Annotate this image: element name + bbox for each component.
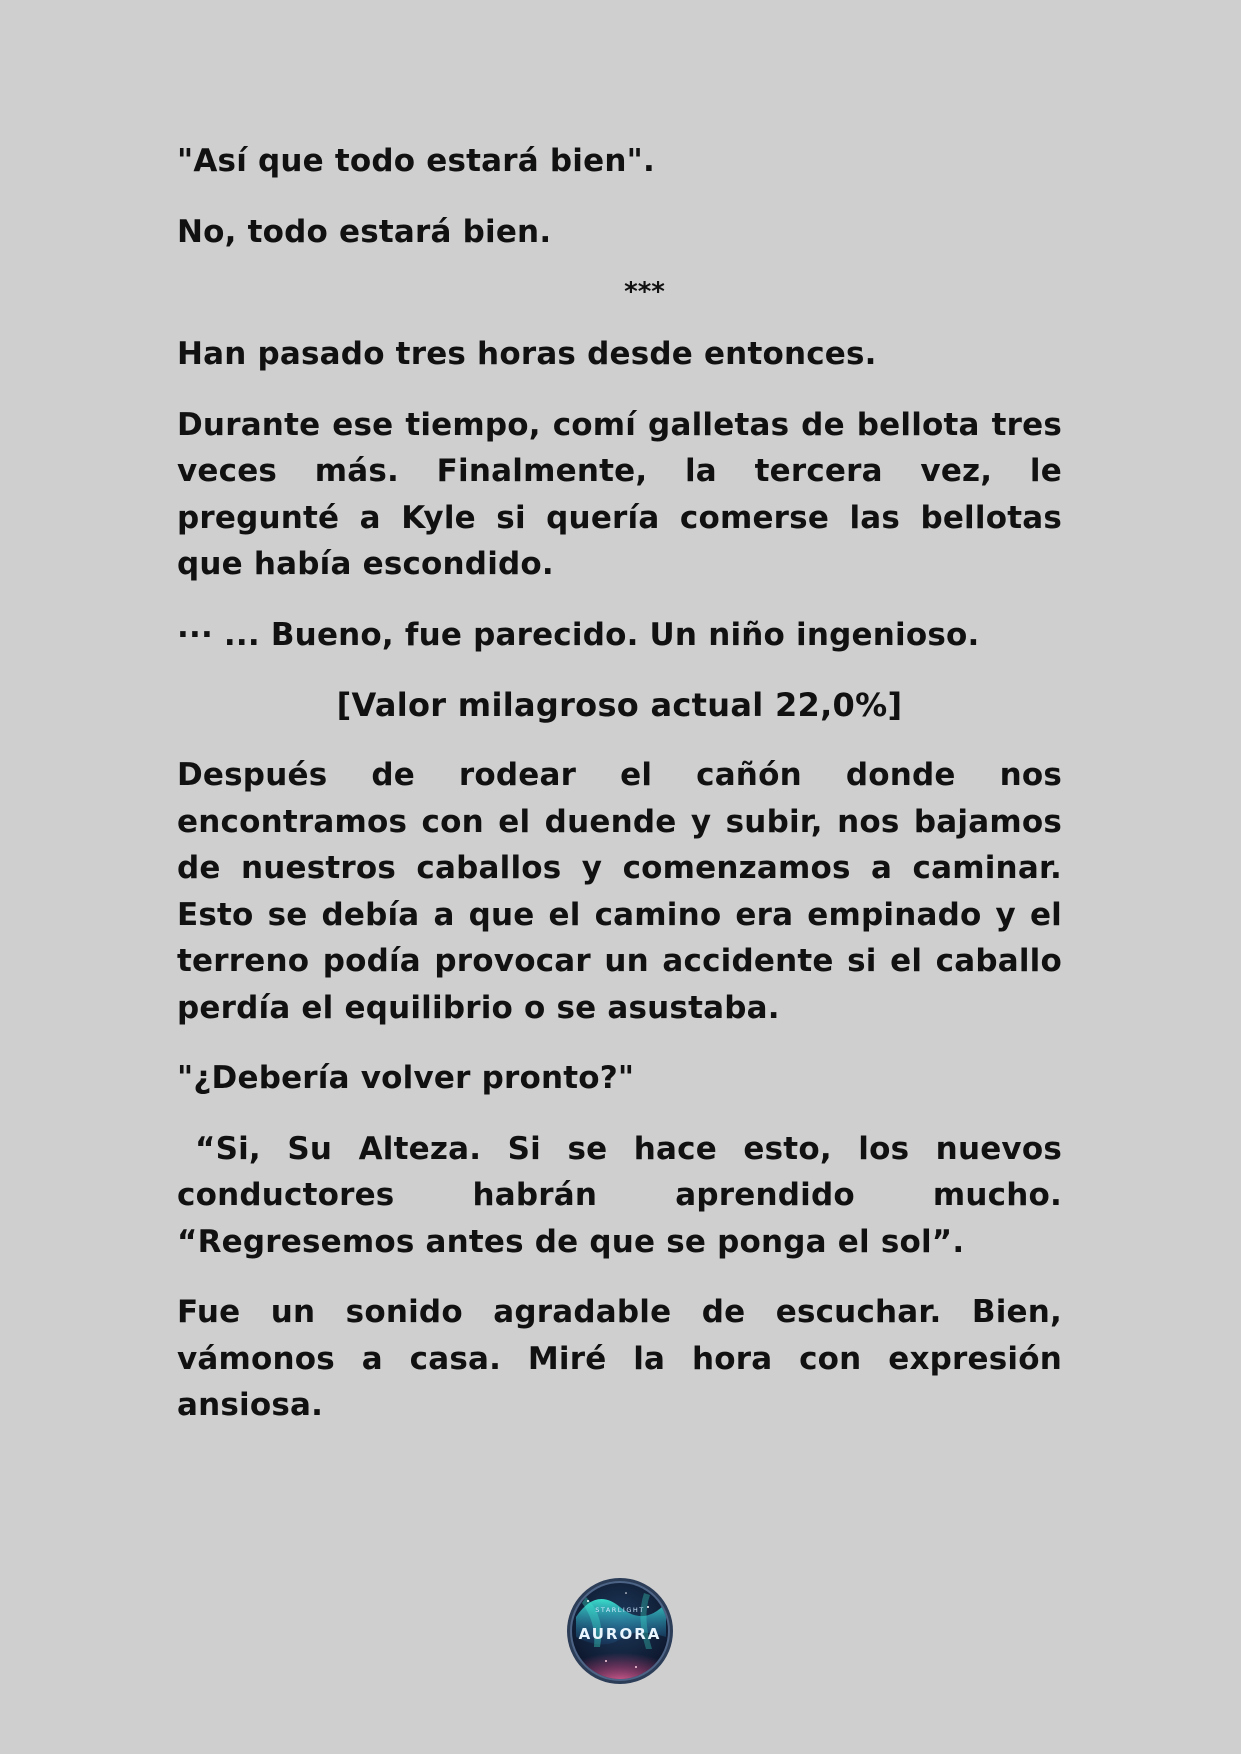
aurora-logo-icon: [566, 1577, 674, 1685]
paragraph-8: “Si, Su Alteza. Si se hace esto, los nuevos conductores habrán aprendido mucho. “Regresemos antes de que se ponga el sol”.: [177, 1130, 1062, 1260]
system-message: [Valor milagroso actual 22,0%]: [336, 686, 903, 724]
document-body: [177, 138, 1062, 1453]
logo-top-text: STARLIGHT: [595, 1606, 645, 1614]
paragraph-2: No, todo estará bien.: [177, 213, 552, 250]
paragraph-3: Han pasado tres horas desde entonces.: [177, 336, 877, 372]
paragraph-4: Durante ese tiempo, comí galletas de bellota tres veces más. Finalmente, la tercera vez, le pregunté a Kyle si quería comerse las bellotas que había escondido.: [177, 406, 1062, 582]
paragraph-5: ··· ... Bueno, fue parecido. Un niño ingenioso.: [177, 616, 980, 653]
paragraph-7: "¿Debería volver pronto?": [177, 1060, 635, 1096]
paragraph-1: "Así que todo estará bien".: [177, 143, 655, 179]
starlight-aurora-logo: [566, 1577, 674, 1685]
paragraph-9: Fue un sonido agradable de escuchar. Bien, vámonos a casa. Miré la hora con expresión ansiosa.: [177, 1294, 1062, 1423]
scene-separator: ***: [624, 277, 665, 307]
logo-main-text: AURORA: [578, 1625, 662, 1643]
paragraph-6: Después de rodear el cañón donde nos encontramos con el duende y subir, nos bajamos de nuestros caballos y comenzamos a caminar. Esto se debía a que el camino era empinado y el terreno podía provocar un accidente si el caballo perdía el equilibrio o se asustaba.: [177, 757, 1062, 1026]
